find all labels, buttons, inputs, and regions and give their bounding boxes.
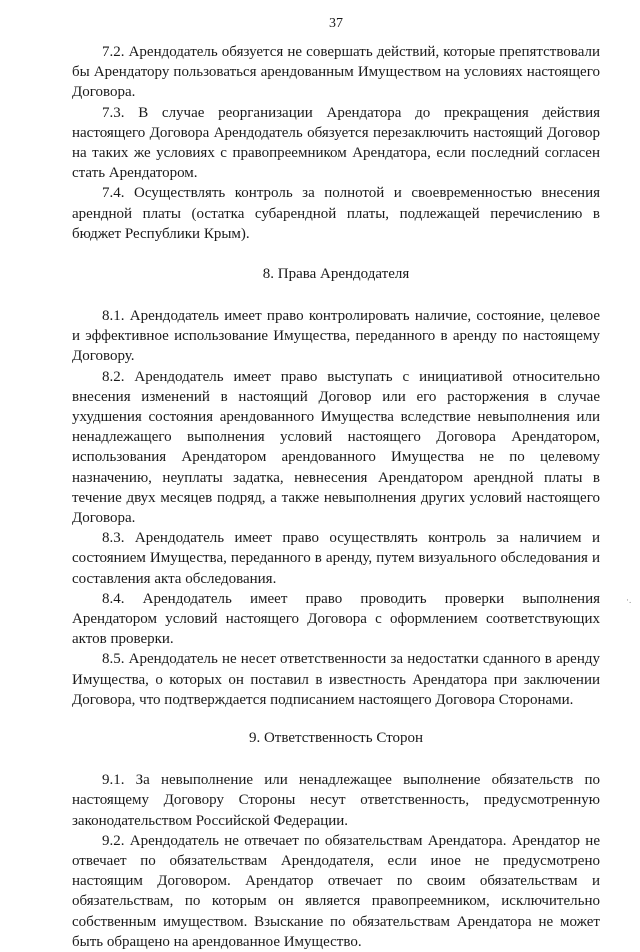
clause-7-2: 7.2. Арендодатель обязуется не совершать действий, которые препятствовали бы Арендатору пользоваться арендованным Имуществом на условиях настоящего Договора. bbox=[72, 44, 600, 101]
page-number: 37 bbox=[329, 16, 343, 31]
section-8-heading: 8. Права Арендодателя bbox=[262, 266, 410, 283]
clause-8-4: 8.4. Арендодатель имеет право проводить проверки выполнения Арендатором условий настоящего Договора с оформлением соответствующих актов проверки. bbox=[72, 590, 600, 648]
clause-8-2: 8.2. Арендодатель имеет право выступать с инициативой относительно внесения изменений в настоящий Договор или его расторжения в случае ухудшения состояния арендованного Имущества вследствие невыполнения или ненадлежащего выполнения условий настоящего Договора Арендатором, использования Арендатором арендованного Имущества не по целевому назначению, неуплаты задатка, невнесения Арендатором арендной платы в течение двух месяцев подряд, а также невыполнения других условий настоящего Договора. bbox=[72, 368, 600, 527]
clause-9-2: 9.2. Арендодатель не отвечает по обязательствам Арендатора. Арендатор не отвечает по обязательствам Арендодателя, если иное не предусмотрено настоящим Договором. Арендатор отвечает по своим обязательствам и обязательствам, по которым он является правопреемником, исключительно собственным имуществом. Взыскание по обязательствам Арендатора не может быть обращено на арендованное Имущество. bbox=[72, 832, 600, 950]
clause-7-3: 7.3. В случае реорганизации Арендатора до прекращения действия настоящего Договора Арендодатель обязуется перезаключить настоящий Договор на таких же условиях с правопреемником Арендатора, если последний согласен стать Арендатором. bbox=[72, 104, 600, 182]
section-9-heading: 9. Ответственность Сторон bbox=[248, 730, 424, 747]
clause-8-1: 8.1. Арендодатель имеет право контролировать наличие, состояние, целевое и эффективное использование Имущества, переданного в аренду по настоящему Договору. bbox=[72, 308, 600, 365]
clause-8-5: 8.5. Арендодатель не несет ответственности за недостатки сданного в аренду Имущества, о которых он поставил в известность Арендатора при заключении Договора, что подтверждается подписанием настоящего Договора Сторонами. bbox=[72, 651, 600, 708]
scan-speck: ·. bbox=[626, 595, 632, 605]
clause-8-3: 8.3. Арендодатель имеет право осуществлять контроль за наличием и состоянием Имущества, переданного в аренду, путем визуального обследования и составления акта обследования. bbox=[72, 530, 600, 587]
clause-9-1: 9.1. За невыполнение или ненадлежащее выполнение обязательств по настоящему Договору Стороны несут ответственность, предусмотренную законодательством Российской Федерации. bbox=[72, 772, 600, 829]
clause-7-4: 7.4. Осуществлять контроль за полнотой и своевременностью внесения арендной платы (остатка субарендной платы, подлежащей перечислению в бюджет Республики Крым). bbox=[72, 185, 600, 242]
document-page bbox=[72, 14, 600, 950]
